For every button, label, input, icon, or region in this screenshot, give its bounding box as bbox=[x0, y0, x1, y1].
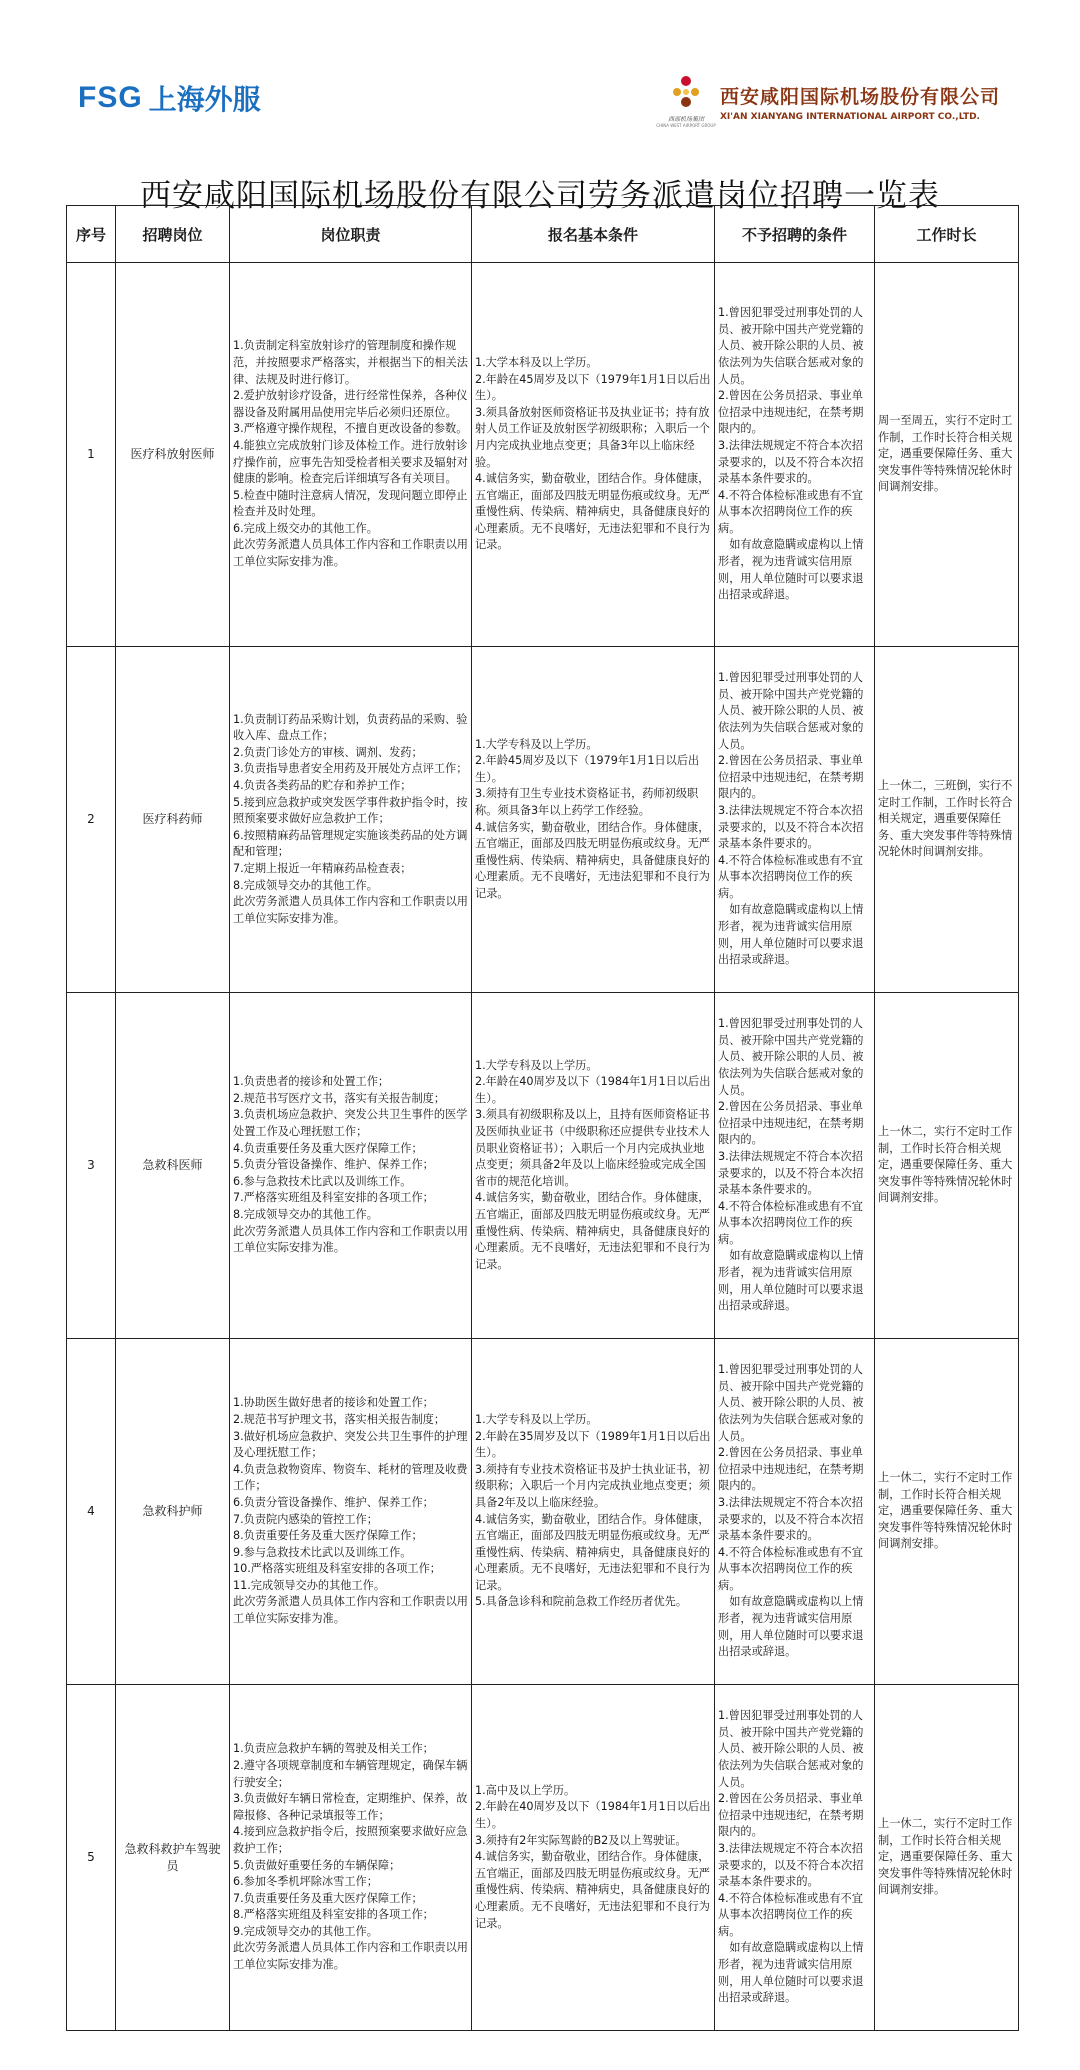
group-name-en: CHINA WEST AIRPORT GROUP bbox=[656, 123, 716, 128]
row-exclusions: 1.曾因犯罪受过刑事处罚的人员、被开除中国共产党党籍的人员、被开除公职的人员、被依法列为失信联合惩戒对象的人员。 2.曾因在公务员招录、事业单位招录中违规违纪，在禁考期限内的。 3.法律法规规定不符合本次招录要求的，以及不符合本次招录基本条件要求的。 4.不符合体检标准或患有不宜从事本次招聘岗位工作的疾病。 如有故意隐瞒或虚构以上情形者，视为违背诚实信用原则，用人单位随时可以要求退出招录或辞退。 bbox=[715, 647, 875, 993]
row-no: 3 bbox=[67, 993, 116, 1339]
table-row bbox=[67, 647, 1019, 993]
header-requirements: 报名基本条件 bbox=[472, 206, 715, 263]
row-no: 5 bbox=[67, 1685, 116, 2031]
table-row bbox=[67, 263, 1019, 647]
xianyang-airport-logo bbox=[656, 72, 1000, 132]
row-requirements: 1.高中及以上学历。 2.年龄在40周岁及以下（1984年1月1日以后出生）。 3.须持有2年实际驾龄的B2及以上驾驶证。 4.诚信务实，勤奋敬业，团结合作。身体健康，五官端正，面部及四肢无明显伤痕或纹身。无严重慢性病、传染病、精神病史，具备健康良好的心理素质。无不良嗜好，无违法犯罪和不良行为记录。 bbox=[472, 1685, 715, 2031]
row-position: 医疗科放射医师 bbox=[116, 263, 230, 647]
airport-name-en: XI'AN XIANYANG INTERNATIONAL AIRPORT CO.,LTD. bbox=[719, 112, 980, 122]
row-exclusions: 1.曾因犯罪受过刑事处罚的人员、被开除中国共产党党籍的人员、被开除公职的人员、被依法列为失信联合惩戒对象的人员。 2.曾因在公务员招录、事业单位招录中违规违纪，在禁考期限内的。 3.法律法规规定不符合本次招录要求的，以及不符合本次招录基本条件要求的。 4.不符合体检标准或患有不宜从事本次招聘岗位工作的疾病。 如有故意隐瞒或虚构以上情形者，视为违背诚实信用原则，用人单位随时可以要求退出招录或辞退。 bbox=[715, 1339, 875, 1685]
header-position: 招聘岗位 bbox=[116, 206, 230, 263]
header-duties: 岗位职责 bbox=[230, 206, 472, 263]
header-no: 序号 bbox=[67, 206, 116, 263]
row-duties: 1.协助医生做好患者的接诊和处置工作； 2.规范书写护理文书，落实相关报告制度； 3.做好机场应急救护、突发公共卫生事件的护理及心理抚慰工作； 4.负责急救物资库、物资车、耗材的管理及收费工作； 6.负责分管设备操作、维护、保养工作； 7.负责院内感染的管控工作； 8.负责重要任务及重大医疗保障工作； 9.参与急救技术比武以及训练工作。 10.严格落实班组及科室安排的各项工作； 11.完成领导交办的其他工作。 此次劳务派遣人员具体工作内容和工作职责以用工单位实际安排为准。 bbox=[230, 1339, 472, 1685]
airport-emblem bbox=[656, 72, 716, 132]
row-exclusions: 1.曾因犯罪受过刑事处罚的人员、被开除中国共产党党籍的人员、被开除公职的人员、被依法列为失信联合惩戒对象的人员。 2.曾因在公务员招录、事业单位招录中违规违纪，在禁考期限内的。 3.法律法规规定不符合本次招录要求的，以及不符合本次招录基本条件要求的。 4.不符合体检标准或患有不宜从事本次招聘岗位工作的疾病。 如有故意隐瞒或虚构以上情形者，视为违背诚实信用原则，用人单位随时可以要求退出招录或辞退。 bbox=[715, 263, 875, 647]
group-name: 西部机场集团 bbox=[667, 116, 704, 123]
table-row bbox=[67, 993, 1019, 1339]
row-hours: 上一休二，实行不定时工作制，工作时长符合相关规定，遇重要保障任务、重大突发事件等特殊情况轮休时间调剂安排。 bbox=[875, 1685, 1019, 2031]
row-hours: 上一休二，实行不定时工作制，工作时长符合相关规定，遇重要保障任务、重大突发事件等特殊情况轮休时间调剂安排。 bbox=[875, 1339, 1019, 1685]
row-no: 1 bbox=[67, 263, 116, 647]
table-row bbox=[67, 1685, 1019, 2031]
page-title: 西安咸阳国际机场股份有限公司劳务派遣岗位招聘一览表 bbox=[140, 178, 940, 214]
row-duties: 1.负责制订药品采购计划，负责药品的采购、验收入库、盘点工作； 2.负责门诊处方的审核、调剂、发药； 3.负责指导患者安全用药及开展处方点评工作； 4.负责各类药品的贮存和养护工作； 5.接到应急救护或突发医学事件救护指令时，按照预案要求做好应急救护工作； 6.按照精麻药品管理规定实施该类药品的处方调配和管理； 7.定期上报近一年精麻药品检查表； 8.完成领导交办的其他工作。 此次劳务派遣人员具体工作内容和工作职责以用工单位实际安排为准。 bbox=[230, 647, 472, 993]
row-hours: 上一休二，三班倒，实行不定时工作制，工作时长符合相关规定，遇重要保障任务、重大突发事件等特殊情况轮休时间调剂安排。 bbox=[875, 647, 1019, 993]
row-position: 急救科护师 bbox=[116, 1339, 230, 1685]
fsg-logo-mark: FSG bbox=[78, 81, 143, 114]
row-no: 2 bbox=[67, 647, 116, 993]
page-header bbox=[0, 0, 1080, 140]
recruitment-table bbox=[66, 205, 1019, 2031]
row-hours: 周一至周五，实行不定时工作制，工作时长符合相关规定，遇重要保障任务、重大突发事件等特殊情况轮休时间调剂安排。 bbox=[875, 263, 1019, 647]
row-duties: 1.负责应急救护车辆的驾驶及相关工作； 2.遵守各项规章制度和车辆管理规定，确保车辆行驶安全； 3.负责做好车辆日常检查，定期维护、保养，故障报修、各种记录填报等工作； 4.接到应急救护指令后，按照预案要求做好应急救护工作； 5.负责做好重要任务的车辆保障； 6.参加冬季机坪除冰雪工作； 7.负责重要任务及重大医疗保障工作； 8.严格落实班组及科室安排的各项工作； 9.完成领导交办的其他工作。 此次劳务派遣人员具体工作内容和工作职责以用工单位实际安排为准。 bbox=[230, 1685, 472, 2031]
header-hours: 工作时长 bbox=[875, 206, 1019, 263]
fsg-logo bbox=[78, 78, 261, 118]
row-exclusions: 1.曾因犯罪受过刑事处罚的人员、被开除中国共产党党籍的人员、被开除公职的人员、被依法列为失信联合惩戒对象的人员。 2.曾因在公务员招录、事业单位招录中违规违纪，在禁考期限内的。 3.法律法规规定不符合本次招录要求的，以及不符合本次招录基本条件要求的。 4.不符合体检标准或患有不宜从事本次招聘岗位工作的疾病。 如有故意隐瞒或虚构以上情形者，视为违背诚实信用原则，用人单位随时可以要求退出招录或辞退。 bbox=[715, 993, 875, 1339]
row-requirements: 1.大学专科及以上学历。 2.年龄在35周岁及以下（1989年1月1日以后出生）。 3.须持有专业技术资格证书及护士执业证书，初级职称；入职后一个月内完成执业地点变更；须具备2年及以上临床经验。 4.诚信务实，勤奋敬业，团结合作。身体健康，五官端正，面部及四肢无明显伤痕或纹身。无严重慢性病、传染病、精神病史，具备健康良好的心理素质。无不良嗜好，无违法犯罪和不良行为记录。 5.具备急诊科和院前急救工作经历者优先。 bbox=[472, 1339, 715, 1685]
row-hours: 上一休二，实行不定时工作制，工作时长符合相关规定，遇重要保障任务、重大突发事件等特殊情况轮休时间调剂安排。 bbox=[875, 993, 1019, 1339]
row-duties: 1.负责患者的接诊和处置工作； 2.规范书写医疗文书，落实有关报告制度； 3.负责机场应急救护、突发公共卫生事件的医学处置工作及心理抚慰工作； 4.负责重要任务及重大医疗保障工作； 5.负责分管设备操作、维护、保养工作； 6.参与急救技术比武以及训练工作。 7.严格落实班组及科室安排的各项工作； 8.完成领导交办的其他工作。 此次劳务派遣人员具体工作内容和工作职责以用工单位实际安排为准。 bbox=[230, 993, 472, 1339]
airport-name-cn: 西安咸阳国际机场股份有限公司 bbox=[719, 86, 1000, 108]
fsg-logo-name: 上海外服 bbox=[148, 83, 261, 116]
row-no: 4 bbox=[67, 1339, 116, 1685]
row-exclusions: 1.曾因犯罪受过刑事处罚的人员、被开除中国共产党党籍的人员、被开除公职的人员、被依法列为失信联合惩戒对象的人员。 2.曾因在公务员招录、事业单位招录中违规违纪，在禁考期限内的。 3.法律法规规定不符合本次招录要求的，以及不符合本次招录基本条件要求的。 4.不符合体检标准或患有不宜从事本次招聘岗位工作的疾病。 如有故意隐瞒或虚构以上情形者，视为违背诚实信用原则，用人单位随时可以要求退出招录或辞退。 bbox=[715, 1685, 875, 2031]
row-duties: 1.负责制定科室放射诊疗的管理制度和操作规范，并按照要求严格落实，并根据当下的相关法律、法规及时进行修订。 2.爱护放射诊疗设备，进行经常性保养，各种仪器设备及附属用品使用完毕后必须归还原位。 3.严格遵守操作规程，不擅自更改设备的参数。 4.能独立完成放射门诊及体检工作。进行放射诊疗操作前，应事先告知受检者相关要求及辐射对健康的影响。检查完后详细填写各有关项目。 5.检查中随时注意病人情况，发现问题立即停止检查并及时处理。 6.完成上级交办的其他工作。 此次劳务派遣人员具体工作内容和工作职责以用工单位实际安排为准。 bbox=[230, 263, 472, 647]
header-exclusions: 不予招聘的条件 bbox=[715, 206, 875, 263]
airport-emblem-icon bbox=[666, 72, 706, 112]
row-requirements: 1.大学本科及以上学历。 2.年龄在45周岁及以下（1979年1月1日以后出生）。 3.须具备放射医师资格证书及执业证书；持有放射人员工作证及放射医学初级职称；入职后一个月内完成执业地点变更；具备3年以上临床经验。 4.诚信务实，勤奋敬业，团结合作。身体健康，五官端正，面部及四肢无明显伤痕或纹身。无严重慢性病、传染病、精神病史，具备健康良好的心理素质。无不良嗜好，无违法犯罪和不良行为记录。 bbox=[472, 263, 715, 647]
row-position: 医疗科药师 bbox=[116, 647, 230, 993]
row-position: 急救科救护车驾驶员 bbox=[116, 1685, 230, 2031]
row-position: 急救科医师 bbox=[116, 993, 230, 1339]
row-requirements: 1.大学专科及以上学历。 2.年龄在40周岁及以下（1984年1月1日以后出生）。 3.须具有初级职称及以上，且持有医师资格证书及医师执业证书（中级职称还应提供专业技术人员职业资格证书）；入职后一个月内完成执业地点变更；须具备2年及以上临床经验或完成全国省市的规范化培训。 4.诚信务实，勤奋敬业，团结合作。身体健康，五官端正，面部及四肢无明显伤痕或纹身。无严重慢性病、传染病、精神病史，具备健康良好的心理素质。无不良嗜好，无违法犯罪和不良行为记录。 bbox=[472, 993, 715, 1339]
table-row bbox=[67, 1339, 1019, 1685]
table-header-row bbox=[67, 206, 1019, 263]
row-requirements: 1.大学专科及以上学历。 2.年龄45周岁及以下（1979年1月1日以后出生）。 3.须持有卫生专业技术资格证书，药师初级职称。须具备3年以上药学工作经验。 4.诚信务实，勤奋敬业，团结合作。身体健康，五官端正，面部及四肢无明显伤痕或纹身。无严重慢性病、传染病、精神病史，具备健康良好的心理素质。无不良嗜好，无违法犯罪和不良行为记录。 bbox=[472, 647, 715, 993]
